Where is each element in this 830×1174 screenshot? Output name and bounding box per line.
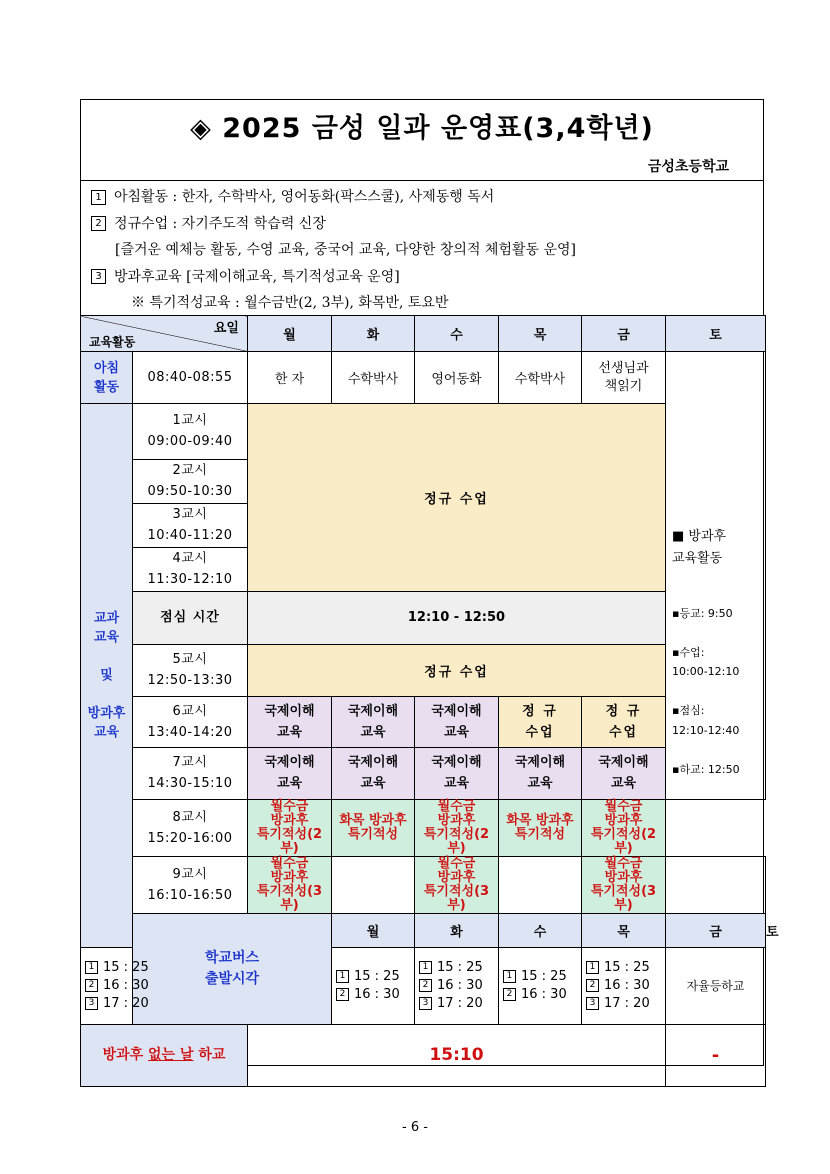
- period-1: 1교시 09:00-09:40: [133, 404, 248, 460]
- morning-act-thu: 수학박사: [499, 352, 582, 404]
- note-line: [91, 290, 576, 317]
- p6-wed: 국제이해 교육: [415, 696, 499, 747]
- note-number-box: 2: [91, 216, 106, 231]
- p7-mon: 국제이해 교육: [248, 747, 332, 799]
- school-name: 금성초등학교: [647, 159, 729, 175]
- regular-class-pm: 정규 수업: [248, 644, 666, 696]
- period-7: 7교시 14:30-15:10: [133, 747, 248, 799]
- note-text: 방과후교육 [국제이해교육, 특기적성교육 운영]: [114, 268, 400, 285]
- morning-act-mon: 한 자: [248, 352, 332, 404]
- day-thu: 목: [499, 316, 582, 352]
- header-corner: [81, 316, 248, 352]
- schedule-table: 요일 교육활동 월 화 수 목 금 토 아침 활동 08:40-08:55 한 자 수학박사 영어동화 수학박사 선생님과 책읽기 ■ 방과후 교육활동 ▪등교: 9:50 ▪수업: 10:00-12:10 ▪점심: 12:10-12:40 ▪하교: 12:50 교과 교육 및 방과후 교육 1교시 09:00-09:40 정규 수업 2교시 09:50-10:30 3교시 10:40-11:20 4교시 11:30-12:10 점심 시간 12:10 - 12:50 5교시 12:50-13:30 정규 수업 6교시 13:40-14:20 국제이해 교육 국제이해 교육 국제이해 교육 정 규 수업 정 규 수업 7교시 14:30-15:10 국제이해 교육 국제이해 교육 국제이해 교육 국제이해 교육 국제이해 교육 8교시 15:20-16:00 월수금 방과후 특기적성(2부) 화목 방과후 특기적성 월수금 방과후 특기적성(2부) 화목 방과후 특기적성 월수금 방과후 특기적성(2부) 9교시 16:10-16:50 월수금 방과후 특기적성(3부) 월수금 방과후 특기적성(3부) 월수금 방과후 특기적성(3부) 학교버스 출발시각 월 화 수 목 금 토 1 15 : 25 2 16 : 30 3 17 : 20 1 15 : 25 2 16 : 30 1 15 : 25 2 16 : 30 3 17 : 20 1 15 : 25 2 16 : 30 1 15 : 25 2 16 : 30 3 17 : 20 자율등하교 방과후 없는 날 하교 15:10 -: [80, 315, 766, 1087]
- p9-wed: 월수금 방과후 특기적성(3부): [415, 856, 499, 913]
- bus-day-wed: 수: [499, 913, 582, 947]
- bus-day-mon: 월: [332, 913, 415, 947]
- saturday-column: [666, 352, 766, 800]
- day-tue: 화: [332, 316, 415, 352]
- day-sat: 토: [666, 316, 766, 352]
- bus-label: 학교버스 출발시각: [133, 913, 332, 1024]
- bus-times-sat: 자율등하교: [666, 947, 766, 1024]
- p9-thu: [499, 856, 582, 913]
- note-number-box: 1: [91, 190, 106, 205]
- p8-fri: 월수금 방과후 특기적성(2부): [582, 799, 666, 856]
- bus-times-wed: 1 15 : 25 2 16 : 30 3 17 : 20: [415, 947, 499, 1024]
- divider: [81, 180, 763, 181]
- bus-times-thu: 1 15 : 25 2 16 : 30: [499, 947, 582, 1024]
- corner-day-label: 요일: [213, 321, 239, 336]
- saturday-lunch: ▪점심: 12:10-12:40: [672, 704, 740, 737]
- p9-sat: [666, 856, 766, 913]
- saturday-class: ▪수업: 10:00-12:10: [672, 645, 740, 678]
- p9-fri: 월수금 방과후 특기적성(3부): [582, 856, 666, 913]
- lunch-time: 12:10 - 12:50: [248, 591, 666, 644]
- p8-tue: 화목 방과후 특기적성: [332, 799, 415, 856]
- p6-tue: 국제이해 교육: [332, 696, 415, 747]
- note-text: 아침활동 : 한자, 수학박사, 영어동화(팍스스쿨), 사제동행 독서: [114, 189, 495, 205]
- curriculum-side-label: 교과 교육 및 방과후 교육: [81, 404, 133, 948]
- p8-wed: 월수금 방과후 특기적성(2부): [415, 799, 499, 856]
- no-afterschool-sat: -: [666, 1024, 766, 1086]
- note-text: 정규수업 : 자기주도적 학습력 신장: [114, 215, 326, 232]
- day-wed: 수: [415, 316, 499, 352]
- notes-list: [91, 184, 576, 317]
- p9-tue: [332, 856, 415, 913]
- saturday-dismissal: ▪하교: 12:50: [672, 762, 740, 776]
- day-fri: 금: [582, 316, 666, 352]
- lunch-label: 점심 시간: [133, 591, 248, 644]
- note-line: [91, 211, 576, 238]
- p8-thu: 화목 방과후 특기적성: [499, 799, 582, 856]
- page-number: - 6 -: [402, 1120, 428, 1135]
- p7-tue: 국제이해 교육: [332, 747, 415, 799]
- bus-day-thu: 목: [582, 913, 666, 947]
- note-number-box: 3: [91, 269, 106, 284]
- schedule-frame: [80, 99, 779, 1066]
- bus-times-fri: 1 15 : 25 2 16 : 30 3 17 : 20: [582, 947, 666, 1024]
- regular-class-am: 정규 수업: [248, 404, 666, 592]
- p6-thu: 정 규 수업: [499, 696, 582, 747]
- morning-act-tue: 수학박사: [332, 352, 415, 404]
- note-text: [즐거운 예체능 활동, 수영 교육, 중국어 교육, 다양한 창의적 체험활동 운영]: [115, 242, 576, 258]
- p9-mon: 월수금 방과후 특기적성(3부): [248, 856, 332, 913]
- note-line: [91, 264, 576, 291]
- morning-label: 아침 활동: [81, 352, 133, 404]
- bus-day-fri: 금: [666, 913, 766, 947]
- bus-day-tue: 화: [415, 913, 499, 947]
- morning-time: 08:40-08:55: [133, 352, 248, 404]
- period-8: 8교시 15:20-16:00: [133, 799, 248, 856]
- p7-fri: 국제이해 교육: [582, 747, 666, 799]
- morning-act-fri: 선생님과 책읽기: [582, 352, 666, 404]
- p7-wed: 국제이해 교육: [415, 747, 499, 799]
- corner-activity-label: 교육활동: [89, 335, 136, 349]
- saturday-title: ■ 방과후 교육활동: [672, 529, 727, 566]
- period-2: 2교시 09:50-10:30: [133, 459, 248, 503]
- period-3: 3교시 10:40-11:20: [133, 503, 248, 547]
- note-line: [91, 184, 576, 211]
- bus-times-tue: 1 15 : 25 2 16 : 30: [332, 947, 415, 1024]
- morning-act-wed: 영어동화: [415, 352, 499, 404]
- note-text: ※ 특기적성교육 : 월수금반(2, 3부), 화목반, 토요반: [131, 295, 449, 311]
- p6-mon: 국제이해 교육: [248, 696, 332, 747]
- period-5: 5교시 12:50-13:30: [133, 644, 248, 696]
- note-line: [91, 237, 576, 264]
- period-6: 6교시 13:40-14:20: [133, 696, 248, 747]
- page-title: ◈ 2025 금성 일과 운영표(3,4학년): [190, 113, 654, 144]
- p7-thu: 국제이해 교육: [499, 747, 582, 799]
- p6-fri: 정 규 수업: [582, 696, 666, 747]
- no-afterschool-time: 15:10: [248, 1024, 666, 1086]
- bus-times-mon: 1 15 : 25 2 16 : 30 3 17 : 20: [81, 947, 133, 1024]
- day-mon: 월: [248, 316, 332, 352]
- period-9: 9교시 16:10-16:50: [133, 856, 248, 913]
- p8-mon: 월수금 방과후 특기적성(2부): [248, 799, 332, 856]
- saturday-arrival: ▪등교: 9:50: [672, 606, 733, 620]
- no-afterschool-label: 방과후 없는 날 하교: [81, 1024, 248, 1086]
- period-4: 4교시 11:30-12:10: [133, 547, 248, 591]
